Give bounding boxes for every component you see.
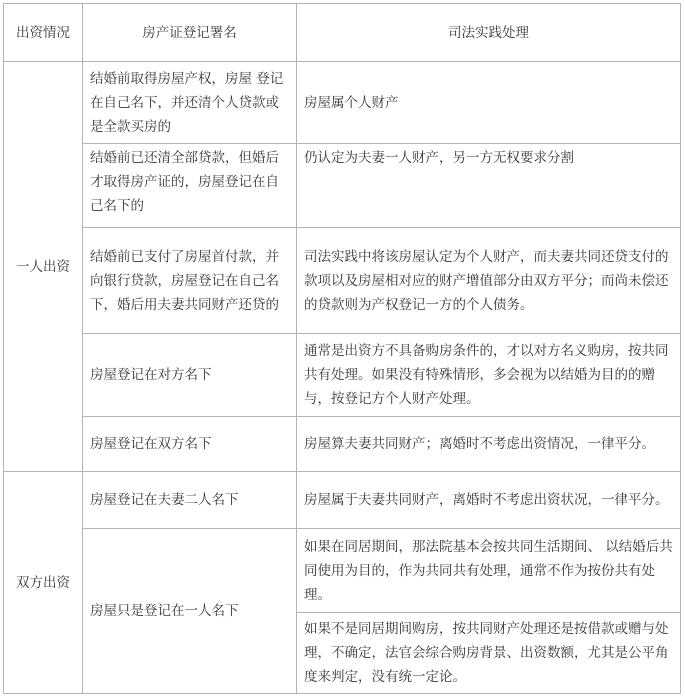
- header-practice: 司法实践处理: [297, 4, 681, 62]
- table-row: [4, 144, 681, 228]
- table-row: [4, 417, 681, 472]
- practice-cell: 仍认定为夫妻一人财产，另一方无权要求分割: [297, 144, 681, 228]
- table-row: [4, 228, 681, 334]
- property-rules-table: [3, 3, 681, 694]
- practice-cell: 如果不是同居期间购房，按共同财产处理还是按借款或赠与处理，不确定，法官会综合购房背景、出资数额，尤其是公平角度来判定，没有统一定论。: [297, 613, 681, 694]
- registration-cell: 房屋只是登记在一人名下: [83, 529, 297, 694]
- practice-cell: 如果在同居期间，那法院基本会按共同生活期间、 以结婚后共同使用为目的，作为共同共有处理，通常不作为按份共有处理。: [297, 529, 681, 613]
- header-funding: 出资情况: [4, 4, 83, 62]
- registration-cell: 结婚前取得房屋产权，房屋 登记在自己名下，并还清个人贷款或是全款买房的: [83, 62, 297, 144]
- practice-cell: 房屋属个人财产: [297, 62, 681, 144]
- header-registration: 房产证登记署名: [83, 4, 297, 62]
- practice-cell: 房屋算夫妻共同财产；离婚时不考虑出资情况，一律平分。: [297, 417, 681, 472]
- registration-cell: 结婚前已支付了房屋首付款，并向银行贷款，房屋登记在自己名下，婚后用夫妻共同财产还贷的: [83, 228, 297, 334]
- practice-cell: 司法实践中将该房屋认定为个人财产，而夫妻共同还贷支付的款项以及房屋相对应的财产增值部分由双方平分；而尚未偿还的贷款则为产权登记一方的个人债务。: [297, 228, 681, 334]
- group-joint-funding: 双方出资: [4, 472, 83, 694]
- registration-cell: 房屋登记在夫妻二人名下: [83, 472, 297, 529]
- table-row: [4, 472, 681, 529]
- registration-cell: 结婚前已还清全部贷款，但婚后才取得房产证的，房屋登记在自己名下的: [83, 144, 297, 228]
- table-row: [4, 334, 681, 417]
- table-row: [4, 62, 681, 144]
- table-row: [4, 529, 681, 613]
- group-single-funding: 一人出资: [4, 62, 83, 472]
- registration-cell: 房屋登记在对方名下: [83, 334, 297, 417]
- practice-cell: 通常是出资方不具备购房条件的，才以对方名义购房，按共同共有处理。如果没有特殊情形，多会视为以结婚为目的的赠与，按登记方个人财产处理。: [297, 334, 681, 417]
- registration-cell: 房屋登记在双方名下: [83, 417, 297, 472]
- header-row: [4, 4, 681, 62]
- practice-cell: 房屋属于夫妻共同财产，离婚时不考虑出资状况，一律平分。: [297, 472, 681, 529]
